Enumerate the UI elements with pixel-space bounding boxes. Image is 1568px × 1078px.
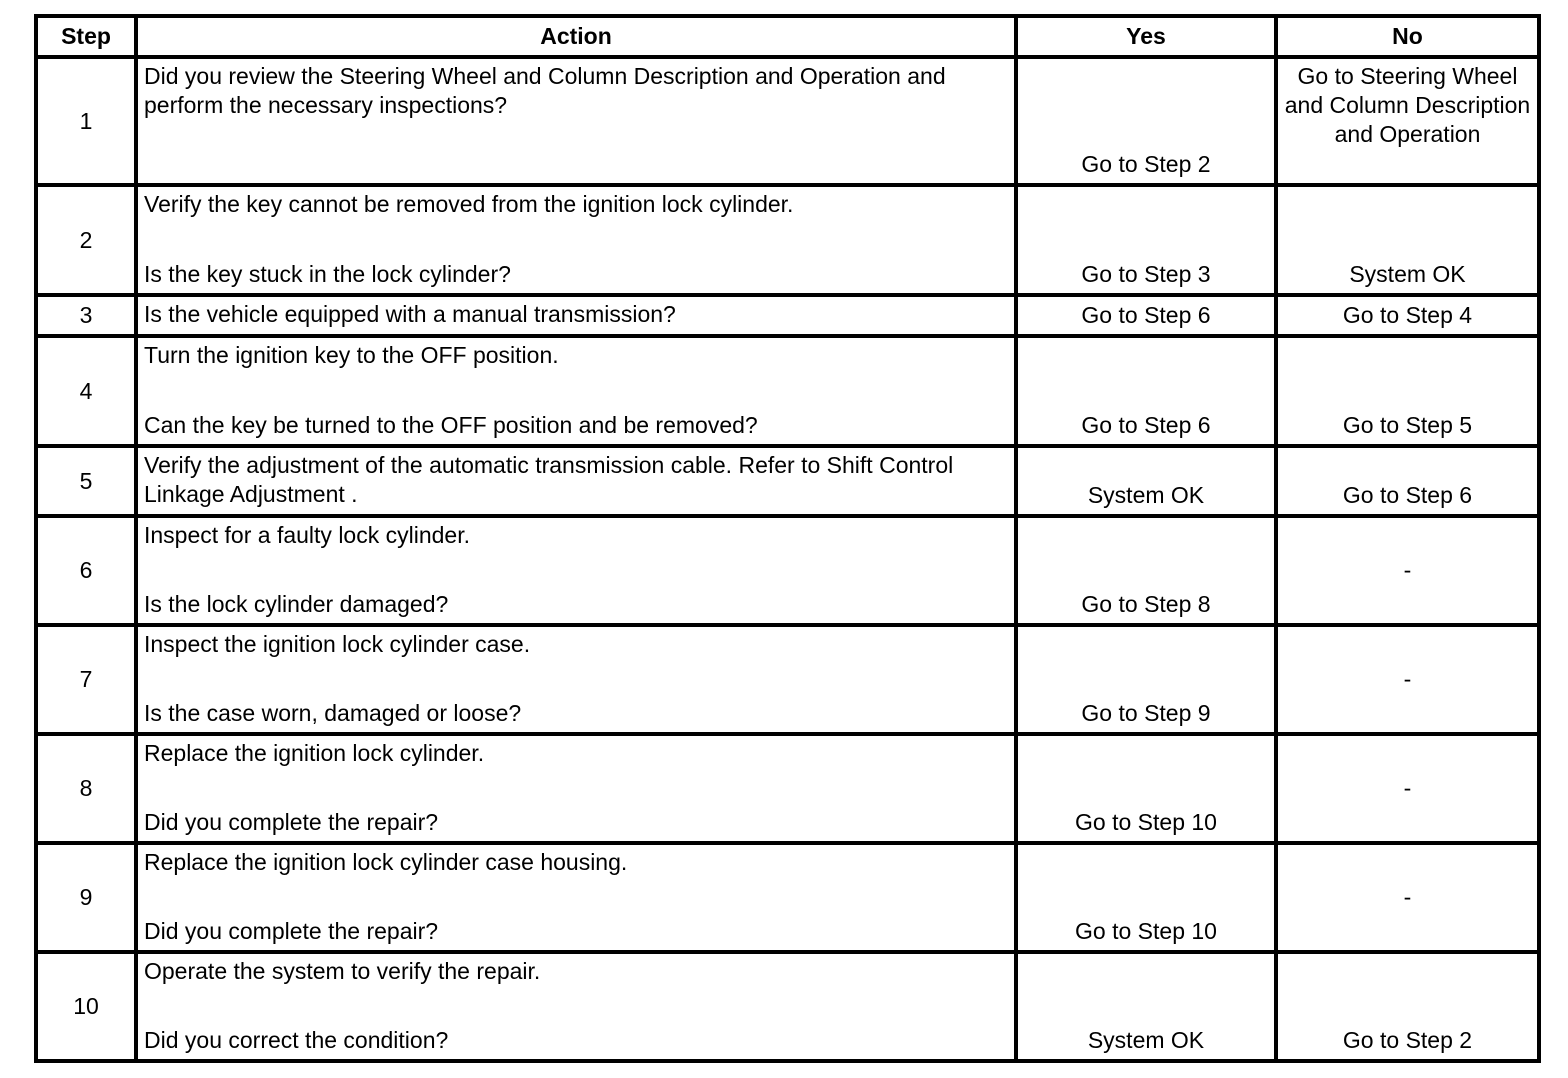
table-row — [36, 625, 1539, 734]
no-outcome-text: - — [1403, 774, 1412, 801]
no-outcome — [1276, 336, 1539, 446]
action-question: Is the lock cylinder damaged? — [144, 591, 449, 617]
diagnostic-table — [34, 14, 1541, 1063]
step-number: 7 — [36, 625, 136, 734]
header-no: No — [1276, 16, 1539, 57]
action-content — [144, 448, 1008, 514]
no-outcome — [1276, 57, 1539, 185]
action-cell — [136, 516, 1016, 625]
header-row — [36, 16, 1539, 57]
action-content — [144, 627, 1008, 732]
table-row — [36, 185, 1539, 295]
header-yes: Yes — [1016, 16, 1276, 57]
step-number: 9 — [36, 843, 136, 952]
table-row — [36, 734, 1539, 843]
action-instruction: Turn the ignition key to the OFF position. — [144, 342, 559, 368]
action-instruction: Replace the ignition lock cylinder case housing. — [144, 849, 628, 875]
no-outcome — [1276, 843, 1539, 952]
no-outcome-text: - — [1403, 556, 1412, 583]
step-number: 2 — [36, 185, 136, 295]
table-row — [36, 516, 1539, 625]
action-instruction: Verify the adjustment of the automatic transmission cable. Refer to Shift Control Linkage Adjustment . — [144, 452, 954, 507]
no-outcome-text: - — [1403, 883, 1412, 910]
action-cell — [136, 185, 1016, 295]
yes-outcome-text: Go to Step 6 — [1081, 412, 1211, 438]
table-row — [36, 446, 1539, 516]
action-question: Did you complete the repair? — [144, 809, 439, 835]
yes-outcome — [1016, 625, 1276, 734]
step-number: 4 — [36, 336, 136, 446]
yes-outcome-text: Go to Step 10 — [1075, 918, 1217, 944]
step-number: 1 — [36, 57, 136, 185]
action-question: Did you correct the condition? — [144, 1027, 449, 1053]
yes-outcome-text: Go to Step 2 — [1081, 151, 1211, 177]
table-row — [36, 295, 1539, 336]
step-number: 6 — [36, 516, 136, 625]
no-outcome — [1276, 446, 1539, 516]
no-outcome — [1276, 625, 1539, 734]
action-cell — [136, 446, 1016, 516]
action-instruction: Operate the system to verify the repair. — [144, 958, 541, 984]
action-content — [144, 297, 1008, 334]
yes-outcome — [1016, 295, 1276, 336]
yes-outcome — [1016, 446, 1276, 516]
step-number: 8 — [36, 734, 136, 843]
yes-outcome-text: System OK — [1087, 482, 1205, 508]
yes-outcome-text: Go to Step 10 — [1075, 809, 1217, 835]
action-cell — [136, 336, 1016, 446]
action-content — [144, 338, 1008, 444]
action-content — [144, 59, 1008, 183]
action-cell — [136, 952, 1016, 1061]
table-row — [36, 336, 1539, 446]
yes-outcome — [1016, 516, 1276, 625]
header-action: Action — [136, 16, 1016, 57]
table-row — [36, 952, 1539, 1061]
yes-outcome — [1016, 336, 1276, 446]
action-content — [144, 736, 1008, 841]
action-cell — [136, 843, 1016, 952]
step-number: 5 — [36, 446, 136, 516]
yes-outcome — [1016, 952, 1276, 1061]
action-question: Can the key be turned to the OFF position and be removed? — [144, 412, 758, 438]
step-number: 10 — [36, 952, 136, 1061]
yes-outcome-text: Go to Step 6 — [1081, 302, 1211, 328]
action-question: Did you complete the repair? — [144, 918, 439, 944]
yes-outcome — [1016, 734, 1276, 843]
action-question: Is the case worn, damaged or loose? — [144, 700, 522, 726]
action-content — [144, 187, 1008, 293]
action-instruction: Inspect for a faulty lock cylinder. — [144, 522, 470, 548]
no-outcome-text: Go to Step 6 — [1342, 482, 1473, 508]
no-outcome-text: Go to Steering Wheel and Column Description and Operation — [1284, 63, 1531, 147]
action-cell — [136, 295, 1016, 336]
action-instruction: Did you review the Steering Wheel and Column Description and Operation and perform the necessary inspections? — [144, 63, 946, 118]
no-outcome — [1276, 952, 1539, 1061]
no-outcome-text: - — [1403, 665, 1412, 692]
step-number: 3 — [36, 295, 136, 336]
action-cell — [136, 734, 1016, 843]
no-outcome — [1276, 516, 1539, 625]
table-row — [36, 843, 1539, 952]
table-body — [36, 57, 1539, 1061]
no-outcome-text: Go to Step 5 — [1342, 412, 1473, 438]
action-instruction: Is the vehicle equipped with a manual transmission? — [144, 301, 676, 327]
action-instruction: Inspect the ignition lock cylinder case. — [144, 631, 531, 657]
action-question: Is the key stuck in the lock cylinder? — [144, 261, 511, 287]
table-row — [36, 57, 1539, 185]
action-cell — [136, 625, 1016, 734]
no-outcome — [1276, 734, 1539, 843]
action-cell — [136, 57, 1016, 185]
yes-outcome-text: System OK — [1087, 1027, 1205, 1053]
action-content — [144, 954, 1008, 1059]
action-instruction: Verify the key cannot be removed from the ignition lock cylinder. — [144, 191, 794, 217]
action-content — [144, 518, 1008, 623]
yes-outcome — [1016, 185, 1276, 295]
no-outcome-text: System OK — [1349, 261, 1466, 287]
action-instruction: Replace the ignition lock cylinder. — [144, 740, 485, 766]
yes-outcome-text: Go to Step 8 — [1081, 591, 1211, 617]
yes-outcome — [1016, 57, 1276, 185]
action-content — [144, 845, 1008, 950]
yes-outcome-text: Go to Step 3 — [1081, 261, 1211, 287]
no-outcome — [1276, 185, 1539, 295]
yes-outcome — [1016, 843, 1276, 952]
no-outcome — [1276, 295, 1539, 336]
header-step: Step — [36, 16, 136, 57]
yes-outcome-text: Go to Step 9 — [1081, 700, 1211, 726]
no-outcome-text: Go to Step 4 — [1342, 302, 1473, 328]
no-outcome-text: Go to Step 2 — [1342, 1027, 1473, 1053]
